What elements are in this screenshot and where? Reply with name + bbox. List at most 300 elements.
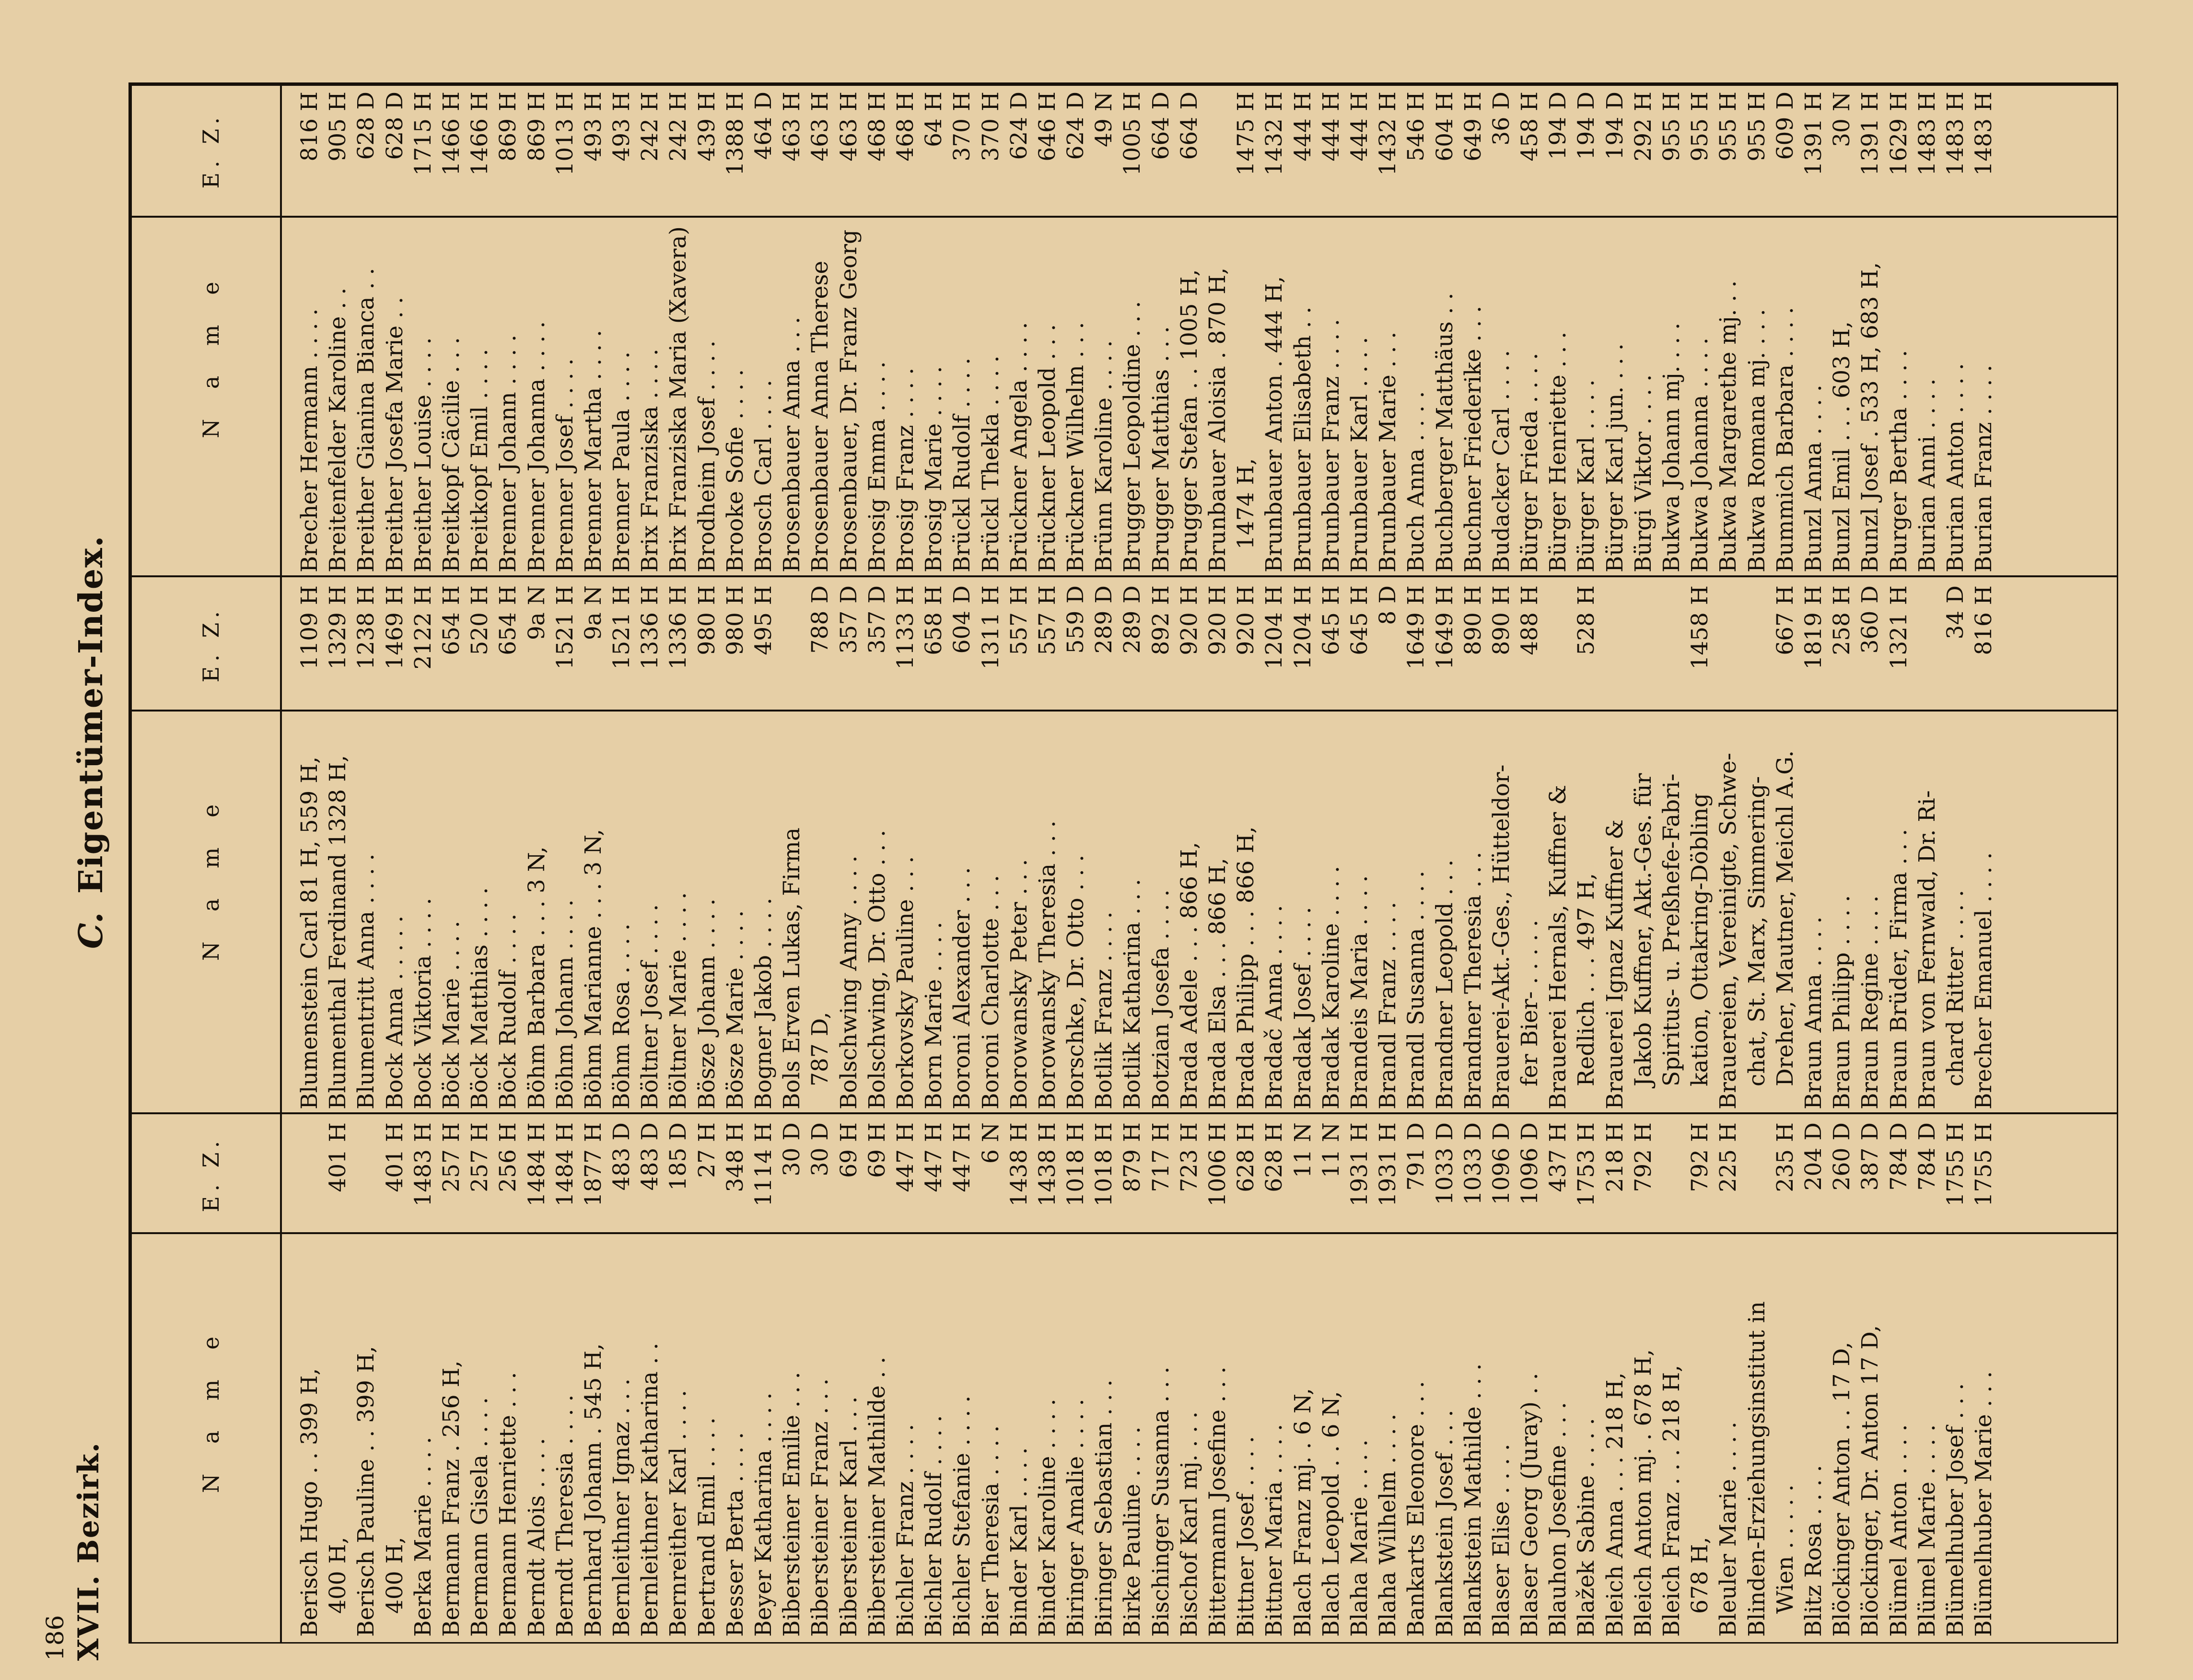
ez-number: 1018 H: [1062, 1122, 1089, 1207]
owner-name: Brandl Franz . . . .: [1375, 901, 1401, 1109]
owner-name: Brada Elsa . . . 866 H,: [1204, 858, 1231, 1109]
ez-number: 204 D: [1800, 1122, 1827, 1191]
index-entry: [1203, 1117, 1232, 1637]
index-entry: [1686, 1117, 1714, 1637]
ez-number: 257 H: [438, 1122, 465, 1192]
index-entry: [1203, 580, 1232, 1109]
owner-name: Blauhon Josefine . . .: [1545, 1402, 1572, 1637]
owner-name: Blöckinger, Dr. Anton 17 D,: [1857, 1325, 1884, 1637]
index-entry: [1941, 580, 1970, 1109]
owner-name: chat, St. Marx, Simmering-: [1743, 776, 1770, 1086]
ez-number: 1755 H: [1942, 1122, 1969, 1207]
index-entry: [409, 86, 437, 572]
owner-name: Besser Berta . . . .: [722, 1432, 748, 1637]
ez-number: 1311 H: [977, 585, 1004, 670]
ez-number: 1466 H: [438, 92, 465, 176]
owner-name: Brada Adele . . . 866 H,: [1176, 842, 1202, 1109]
index-entry: [1629, 580, 1657, 1109]
index-entry: [1572, 86, 1600, 572]
ez-number: 557 H: [1005, 585, 1032, 655]
index-column-2: [295, 580, 2112, 1109]
owner-name: Borschke, Dr. Otto . . .: [1062, 854, 1089, 1109]
owner-name: Birke Pauline . . . .: [1119, 1426, 1146, 1637]
index-entry: [494, 580, 522, 1109]
owner-name: Bukwa Margarethe mj. . .: [1715, 280, 1742, 572]
ez-number: 27 H: [693, 1122, 720, 1178]
ez-number: 370 H: [977, 92, 1004, 162]
owner-name: Burger Bertha . . . .: [1885, 350, 1912, 572]
ez-number: 1753 H: [1573, 1122, 1600, 1207]
index-entry: [1799, 1117, 1828, 1637]
owner-name: Brunbauer Karl . . . .: [1346, 337, 1373, 572]
owner-name: Botlik Franz . . . .: [1091, 911, 1118, 1109]
index-entry: [1005, 1117, 1033, 1637]
owner-name: Breither Louise . . . .: [409, 337, 436, 572]
owner-name: Blaser Elise . . . .: [1488, 1444, 1515, 1637]
ez-number: 483 D: [637, 1122, 664, 1191]
owner-name: Bummich Barbara . . . .: [1772, 307, 1798, 572]
owner-name: Brix Franziska . . . .: [637, 349, 664, 572]
index-entry: [437, 1117, 466, 1637]
index-entry: [1544, 1117, 1572, 1637]
ez-number: 869 H: [523, 92, 550, 162]
owner-name: Bleich Anton mj. . 678 H,: [1630, 1349, 1656, 1637]
index-entry: [1970, 580, 1998, 1109]
owner-name: Böck Marie . . . .: [438, 921, 465, 1109]
index-entry: [721, 580, 749, 1109]
owner-name: Blümelhuber Josef . . .: [1942, 1383, 1969, 1637]
ez-number: 955 H: [1743, 92, 1770, 162]
index-entry: [1459, 86, 1487, 572]
ez-number: 664 D: [1176, 92, 1202, 160]
index-entry: [352, 580, 380, 1109]
owner-name: Blumenthal Ferdinand 1328 H,: [325, 755, 351, 1109]
index-entry: [1005, 580, 1033, 1109]
ez-number: 218 H: [1601, 1122, 1628, 1192]
ez-number: 905 H: [325, 92, 351, 162]
ez-number: 357 D: [863, 585, 890, 654]
index-entry: [1005, 86, 1033, 572]
ez-number: 788 D: [807, 585, 834, 654]
owner-name: Braun Regine . . . .: [1857, 895, 1884, 1109]
ez-number: [1544, 580, 1572, 710]
index-entry: [1345, 86, 1374, 572]
owner-name: Beyer Katharina . . . .: [750, 1392, 777, 1637]
index-entry: [1090, 580, 1118, 1109]
ez-number: 1649 H: [1403, 585, 1430, 670]
owner-name: Brünn Karoline . . . .: [1091, 340, 1118, 572]
ez-number: 11 N: [1289, 1122, 1316, 1178]
ez-number: 1096 D: [1516, 1122, 1543, 1205]
index-entry: [835, 1117, 863, 1637]
index-entry: [466, 580, 494, 1109]
index-entry: [948, 1117, 976, 1637]
index-entry: [1913, 1117, 1941, 1637]
index-entry: [1431, 580, 1459, 1109]
owner-name: Brenner Martha . . . .: [580, 330, 607, 572]
ez-number: 1483 H: [1971, 92, 1997, 176]
index-entry: [579, 580, 607, 1109]
ez-number: 816 H: [1971, 585, 1997, 655]
index-entry: [1572, 580, 1600, 1109]
index-entry: [1317, 1117, 1345, 1637]
index-entry: [1062, 1117, 1090, 1637]
owner-name: Brunbauer Franz . . . .: [1318, 319, 1344, 572]
owner-name: Bankarts Eleonore . . .: [1403, 1381, 1430, 1637]
ez-number: 879 H: [1119, 1122, 1146, 1192]
index-entry: [1175, 86, 1203, 572]
ez-number: 892 H: [1147, 585, 1174, 655]
index-entry: [948, 580, 976, 1109]
owner-name: Brunbauer Aloisia . 870 H,: [1204, 267, 1231, 572]
ez-number: 792 H: [1630, 1122, 1656, 1192]
ez-number: 439 H: [693, 92, 720, 162]
ez-number: 468 H: [863, 92, 890, 162]
owner-name: Brosig Marie . . . .: [921, 366, 947, 572]
owner-name: Breither Gianina Bianca . .: [353, 268, 380, 572]
ez-number: 8 D: [1375, 585, 1401, 625]
owner-name: Dreher, Mautner, Meichl A.G.: [1772, 750, 1798, 1086]
index-entry: [1799, 580, 1828, 1109]
ez-number: 1005 H: [1119, 92, 1146, 176]
index-entry: [1856, 1117, 1884, 1637]
index-entry: [1402, 580, 1430, 1109]
index-entry: [1317, 86, 1345, 572]
owner-name: Biringer Amalie . . . .: [1062, 1399, 1089, 1637]
ez-number: 1336 H: [665, 585, 692, 670]
owner-name: 787 D,: [807, 1012, 834, 1086]
index-entry: [1062, 580, 1090, 1109]
owner-name: Brunbauer Anton . 444 H,: [1261, 276, 1288, 572]
index-entry: [1459, 1117, 1487, 1637]
ez-number: 2122 H: [409, 585, 436, 670]
index-entry: [1260, 1117, 1288, 1637]
owner-name: Brenner Josef . . . .: [551, 358, 578, 572]
index-entry: [1856, 86, 1884, 572]
owner-name: Böhm Rosa . . . .: [608, 923, 635, 1109]
index-entry: [1516, 86, 1544, 572]
owner-name: Böhm Barbara . . . 3 N,: [523, 846, 550, 1109]
ez-number: 1629 H: [1885, 92, 1912, 176]
owner-name: Buchner Friederike . . .: [1459, 305, 1486, 572]
index-entry: [523, 86, 551, 572]
ez-number: 604 H: [1431, 92, 1458, 162]
index-entry: [523, 1117, 551, 1637]
owner-name: Borkovsky Pauline . . .: [892, 856, 919, 1109]
owner-name: Bier Theresia . . . .: [977, 1425, 1004, 1637]
owner-name: Blaser Georg (Juray) . .: [1516, 1373, 1543, 1637]
index-entry: [1345, 580, 1374, 1109]
column-divider: [132, 1112, 2118, 1114]
owner-name: Berka Marie . . . .: [409, 1436, 436, 1637]
ez-number: 370 H: [949, 92, 976, 162]
owner-name: Bürger Karl . . . .: [1573, 379, 1600, 572]
index-entry: [749, 580, 778, 1109]
owner-name: Bischof Karl mj. . . .: [1176, 1411, 1202, 1637]
owner-name: Brada Philipp . . . 866 H,: [1233, 826, 1260, 1109]
ez-number: 257 H: [467, 1122, 493, 1192]
index-entry: [1260, 86, 1288, 572]
ez-number: 1432 H: [1375, 92, 1401, 176]
owner-name: Brosch Carl . . . .: [750, 380, 777, 572]
ez-number: 1458 H: [1687, 585, 1714, 670]
owner-name: Brosenbauer Anna . . .: [779, 316, 805, 572]
owner-name: Wien . . . . .: [1772, 1484, 1798, 1614]
ez-number: 646 H: [1034, 92, 1061, 162]
index-entry: [1374, 580, 1402, 1109]
owner-name: Bernleithner Ignaz . . .: [608, 1378, 635, 1637]
owner-name: 400 H,: [381, 1537, 408, 1614]
owner-name: Blaha Marie . . . .: [1346, 1439, 1373, 1637]
ez-number: 194 D: [1545, 92, 1572, 160]
ez-number: 468 H: [892, 92, 919, 162]
index-entry: [1118, 580, 1146, 1109]
index-entry: [1771, 580, 1799, 1109]
index-entry: [693, 86, 721, 572]
section-title: Eigentümer-Index.: [72, 535, 110, 894]
index-entry: [1289, 580, 1317, 1109]
owner-name: Botzian Josefa . . . .: [1147, 889, 1174, 1109]
owner-name: Bolschwing Anny . . . .: [835, 855, 862, 1109]
ez-number: 495 H: [750, 585, 777, 655]
index-entry: [1232, 86, 1260, 572]
ez-number: 1484 H: [523, 1122, 550, 1207]
index-entry: [324, 580, 352, 1109]
column-header-name: N a m e: [198, 793, 224, 961]
owner-name: Bichler Franz . . . .: [892, 1423, 919, 1637]
owner-name: Bogner Jakob . . . .: [750, 898, 777, 1109]
owner-name: Bichler Rudolf . . . .: [921, 1415, 947, 1637]
ez-number: 654 H: [438, 585, 465, 655]
index-entry: [1885, 1117, 1913, 1637]
index-entry: [636, 1117, 664, 1637]
index-entry: [409, 580, 437, 1109]
section-letter: C.: [72, 912, 110, 949]
index-entry: [1402, 1117, 1430, 1637]
ez-number: 1238 H: [353, 585, 380, 670]
ez-number: 1096 D: [1488, 1122, 1515, 1205]
index-entry: [1487, 580, 1516, 1109]
ez-number: 920 H: [1233, 585, 1260, 655]
column-header-ez: E. Z.: [198, 112, 224, 189]
index-entry: [494, 86, 522, 572]
owner-name: Berndt Theresia . . . .: [551, 1394, 578, 1637]
owner-name: Bernreither Karl . . . .: [665, 1390, 692, 1637]
owner-name: Bunzl Josef . 533 H, 683 H,: [1857, 262, 1884, 572]
index-entry: [607, 1117, 636, 1637]
ez-number: 890 H: [1488, 585, 1515, 655]
owner-name: Bürger Henriette . . .: [1545, 331, 1572, 572]
ez-number: 1521 H: [551, 585, 578, 670]
index-entry: [352, 1117, 380, 1637]
owner-name: chard Ritter . . . .: [1942, 889, 1969, 1086]
ez-number: 242 H: [637, 92, 664, 162]
owner-name: Breitenfelder Karoline . .: [325, 287, 351, 572]
ez-number: 401 H: [381, 1122, 408, 1192]
index-entry: [664, 580, 692, 1109]
owner-name: Blankstein Mathilde . . .: [1459, 1363, 1486, 1637]
owner-name: Brosig Franz . . . .: [892, 367, 919, 572]
ez-number: 493 H: [580, 92, 607, 162]
ez-number: [1657, 1117, 1686, 1247]
ez-number: 444 H: [1289, 92, 1316, 162]
index-entry: [1374, 1117, 1402, 1637]
index-entry: [863, 86, 891, 572]
index-entry: [1175, 1117, 1203, 1637]
owner-name: Brandl Susanna . . . .: [1403, 870, 1430, 1109]
owner-name: Bernhard Johann . 545 H,: [580, 1343, 607, 1637]
owner-name: Blümelhuber Marie . . .: [1971, 1371, 1997, 1637]
ez-number: 357 D: [835, 585, 862, 654]
index-entry: [1431, 1117, 1459, 1637]
index-entry: [1090, 1117, 1118, 1637]
ez-number: 528 H: [1573, 585, 1600, 655]
ez-number: 1336 H: [637, 585, 664, 670]
ez-number: 791 D: [1403, 1122, 1430, 1191]
owner-name: Bittner Josef . . . .: [1233, 1436, 1260, 1637]
index-entry: [835, 86, 863, 572]
ez-number: 1018 H: [1091, 1122, 1118, 1207]
index-entry: [1402, 86, 1430, 572]
owner-name: Binder Karoline . . . .: [1034, 1399, 1061, 1637]
ez-number: 493 H: [608, 92, 635, 162]
ez-number: 784 D: [1913, 1122, 1940, 1191]
index-entry: [607, 580, 636, 1109]
owner-name: Blöckinger Anton . . 17 D,: [1829, 1342, 1855, 1637]
ez-number: 444 H: [1318, 92, 1344, 162]
owner-name: Binder Karl . . . .: [1005, 1447, 1032, 1637]
ez-number: 185 D: [665, 1122, 692, 1191]
index-entry: [891, 1117, 920, 1637]
index-entry: [295, 1117, 324, 1637]
index-entry: [920, 86, 948, 572]
ez-number: 1819 H: [1800, 585, 1827, 670]
owner-name: Blach Leopold . . 6 N,: [1318, 1391, 1344, 1637]
owner-name: Blümel Marie . . . .: [1913, 1424, 1940, 1637]
ez-number: [1743, 1117, 1771, 1247]
index-entry: [1743, 1117, 1771, 1637]
owner-name: Bradak Karoline . . . .: [1318, 865, 1344, 1109]
ez-number: [1203, 86, 1232, 216]
index-entry: [1714, 86, 1742, 572]
owner-name: Blumentritt Anna . . . .: [353, 853, 380, 1109]
owner-name: Brugger Leopoldine . . .: [1119, 301, 1146, 572]
index-entry: [1913, 86, 1941, 572]
ez-number: 654 H: [495, 585, 522, 655]
index-entry: [920, 580, 948, 1109]
index-entry: [295, 86, 324, 572]
index-entry: [1686, 86, 1714, 572]
owner-name: Bols Erven Lukas, Firma: [779, 828, 805, 1109]
index-entry: [1941, 86, 1970, 572]
owner-name: Buchberger Matthäus . .: [1431, 292, 1458, 572]
owner-name: Botlik Katharina . . .: [1119, 879, 1146, 1109]
ez-number: 869 H: [495, 92, 522, 162]
ez-number: 1133 H: [892, 585, 919, 670]
index-entry: [1118, 86, 1146, 572]
owner-name: Burian Franz . . . .: [1971, 364, 1997, 572]
index-entry: [437, 580, 466, 1109]
ez-number: [1629, 580, 1657, 710]
ez-number: 1483 H: [409, 1122, 436, 1207]
district-title: XVII. Bezirk.: [72, 1442, 105, 1661]
owner-name: Breitkopf Cäcilie . . .: [438, 337, 465, 572]
owner-name: Bradač Anna . . . .: [1261, 905, 1288, 1109]
index-entry: [664, 86, 692, 572]
index-entry: [891, 86, 920, 572]
owner-name: Jakob Kuffner, Akt.-Ges. für: [1630, 773, 1656, 1086]
index-entry: [551, 580, 579, 1109]
owner-name: Bermann Henriette . . .: [495, 1372, 522, 1637]
ez-number: 645 H: [1346, 585, 1373, 655]
index-entry: [721, 1117, 749, 1637]
owner-name: Brugger Stefan . . 1005 H,: [1176, 269, 1202, 572]
index-entry: [1203, 86, 1232, 572]
ez-number: 1469 H: [381, 585, 408, 670]
ez-number: 1432 H: [1261, 92, 1288, 176]
owner-name: Blankstein Josef . . .: [1431, 1410, 1458, 1637]
ez-number: 30 N: [1829, 92, 1855, 147]
owner-name: Böhm Marianne . . . 3 N,: [580, 828, 607, 1109]
ez-number: 1484 H: [551, 1122, 578, 1207]
owner-name: Böck Rudolf . . . .: [495, 913, 522, 1109]
owner-name: Brandner Leopold . . .: [1431, 859, 1458, 1109]
ez-number: 6 N: [977, 1122, 1004, 1164]
ez-number: 1204 H: [1261, 585, 1288, 670]
ez-number: 258 H: [1829, 585, 1855, 655]
index-entry: [1147, 580, 1175, 1109]
owner-name: Blach Franz mj. . 6 N,: [1289, 1388, 1316, 1637]
index-entry: [1033, 86, 1062, 572]
column-divider: [132, 575, 2118, 577]
ez-number: 464 D: [750, 92, 777, 160]
index-entry: [381, 1117, 409, 1637]
header-rule: [280, 82, 282, 1644]
ez-number: 69 H: [863, 1122, 890, 1178]
index-entry: [579, 1117, 607, 1637]
ez-number: 1204 H: [1289, 585, 1316, 670]
owner-name: Bukwa Johann mj. . . .: [1658, 322, 1685, 572]
ez-number: 645 H: [1318, 585, 1344, 655]
owner-name: Brooke Sofie . . . .: [722, 369, 748, 572]
index-entry: [437, 86, 466, 572]
index-entry: [1572, 1117, 1600, 1637]
ez-number: 890 H: [1459, 585, 1486, 655]
ez-number: [1743, 580, 1771, 710]
index-entry: [1828, 580, 1856, 1109]
owner-name: Borowansky Theresia . . .: [1034, 820, 1061, 1109]
ez-number: 256 H: [495, 1122, 522, 1192]
index-entry: [1118, 1117, 1146, 1637]
owner-name: Bibersteiner Karl . . .: [835, 1396, 862, 1637]
owner-name: Bunzl Anna . . . .: [1800, 385, 1827, 572]
ez-number: 289 D: [1119, 585, 1146, 654]
ez-number: 520 H: [467, 585, 493, 655]
ez-number: 1114 H: [750, 1122, 777, 1207]
ez-number: 30 D: [807, 1122, 834, 1177]
owner-name: 400 H,: [325, 1537, 351, 1614]
owner-name: Bunzl Emil . . . 603 H,: [1829, 321, 1855, 572]
index-entry: [1828, 86, 1856, 572]
ez-number: 360 D: [1857, 585, 1884, 654]
owner-name: Buch Anna . . . .: [1403, 391, 1430, 572]
ez-number: 955 H: [1687, 92, 1714, 162]
owner-name: Brückl Thekla . . . .: [977, 355, 1004, 572]
index-entry: [749, 86, 778, 572]
ez-number: 980 H: [722, 585, 748, 655]
index-entry: [494, 1117, 522, 1637]
ez-number: 64 H: [921, 92, 947, 147]
